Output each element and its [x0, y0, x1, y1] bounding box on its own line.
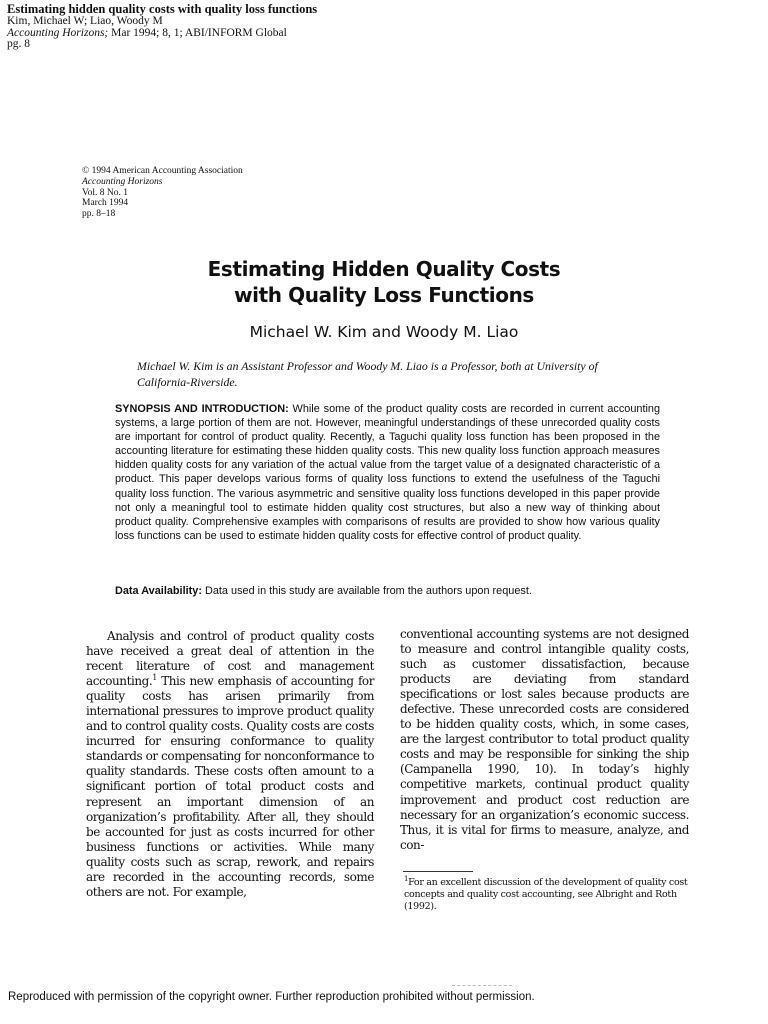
data-availability [115, 584, 660, 598]
body-column-left [86, 629, 374, 900]
database-header [7, 3, 317, 51]
body-text-part-2: This new emphasis of accounting for quality costs has arisen primarily from international pressures to improve product quality and to control quality costs. Quality costs are costs incurred for ensuring conformance to quality standards or compensating for nonconformance to quality standards. These costs often amount to a significant portion of total product costs and represent an important dimension of an organization’s profitability. After all, they should be accounted for just as costs incurred for other business functions or activities. While many quality costs such as scrap, rework, and repairs are recorded in the accounting records, some others are not. For example, [86, 674, 374, 899]
copyright-line: © 1994 American Accounting Association [82, 166, 243, 176]
scan-artifact [452, 985, 512, 986]
issue-date: March 1994 [82, 198, 129, 209]
body-text-part-1: Analysis and control of product quality costs have received a great deal of attention in the recent literature of cost and management accounting. [86, 629, 374, 689]
author-affiliation: Michael W. Kim is an Assistant Professor and Woody M. Liao is a Professor, both at University of California-Riverside. [137, 359, 598, 389]
record-authors: Kim, Michael W; Liao, Woody M [7, 15, 163, 27]
record-page: pg. 8 [7, 38, 30, 50]
journal-name: Accounting Horizons [82, 176, 163, 187]
body-paragraph-continued: conventional accounting systems are not designed to measure and control intangible quality costs, such as customer dissatisfaction, because products are deviating from standard specifications or lost sales because products are defective. These unrecorded costs are considered to be hidden quality costs, which, in some cases, are the largest contributor to total product quality costs and may be responsible for sinking the ship (Campanella 1990, 10). In today’s highly competitive markets, continual product quality improvement and product cost reduction are necessary for an organization’s economic success. Thus, it is vital for firms to measure, analyze, and con- [400, 627, 689, 852]
article-title-line-2: with Quality Loss Functions [234, 283, 534, 307]
data-availability-label: Data Availability: [115, 585, 202, 597]
record-source-details: Mar 1994; 8, 1; ABI/INFORM Global [108, 26, 287, 39]
page-range: pp. 8–18 [82, 209, 116, 220]
record-title: Estimating hidden quality costs with quality loss functions [7, 2, 318, 16]
volume-line: Vol. 8 No. 1 [82, 187, 129, 198]
footnote-mark: 1 [404, 874, 409, 883]
synopsis-paragraph [115, 402, 660, 543]
footnote-reference: 1 [152, 673, 157, 683]
synopsis-label: SYNOPSIS AND INTRODUCTION: [115, 403, 289, 415]
reproduction-notice: Reproduced with permission of the copyright owner. Further reproduction prohibited without permission. [8, 991, 535, 1003]
article-authors: Michael W. Kim and Woody M. Liao [249, 323, 519, 341]
article-title-line-1: Estimating Hidden Quality Costs [207, 257, 561, 281]
body-column-right [400, 627, 689, 853]
record-journal: Accounting Horizons; [7, 26, 109, 39]
citation-block [82, 166, 243, 220]
record-source [7, 28, 317, 40]
synopsis-text: While some of the product quality costs are recorded in current accounting systems, a large portion of them are not. However, meaningful understandings of these unrecorded quality costs are important for control of product quality. Recently, a Taguchi quality loss function has been proposed in the accounting literature for estimating these hidden quality costs. This new quality loss function approach measures hidden quality costs for any variation of the actual value from the target value of a designated characteristic of a product. This paper develops various forms of quality loss functions to extend the usefulness of the Taguchi quality loss function. The various asymmetric and sensitive quality loss functions developed in this paper provide not only a meaningful tool to estimate hidden quality cost structures, but also a new way of thinking about product quality. Comprehensive examples with comparisons of results are provided to show how various quality loss functions can be used to estimate hidden quality costs for effective control of product quality. [115, 403, 661, 542]
footnote [404, 874, 688, 913]
footnote-text: For an excellent discussion of the development of quality cost concepts and quality cost accounting, see Albright and Roth (1992). [404, 877, 688, 912]
footnote-divider [403, 871, 473, 872]
article-title [150, 256, 618, 308]
data-availability-text: Data used in this study are available from the authors upon request. [201, 585, 532, 597]
body-paragraph [86, 629, 374, 900]
